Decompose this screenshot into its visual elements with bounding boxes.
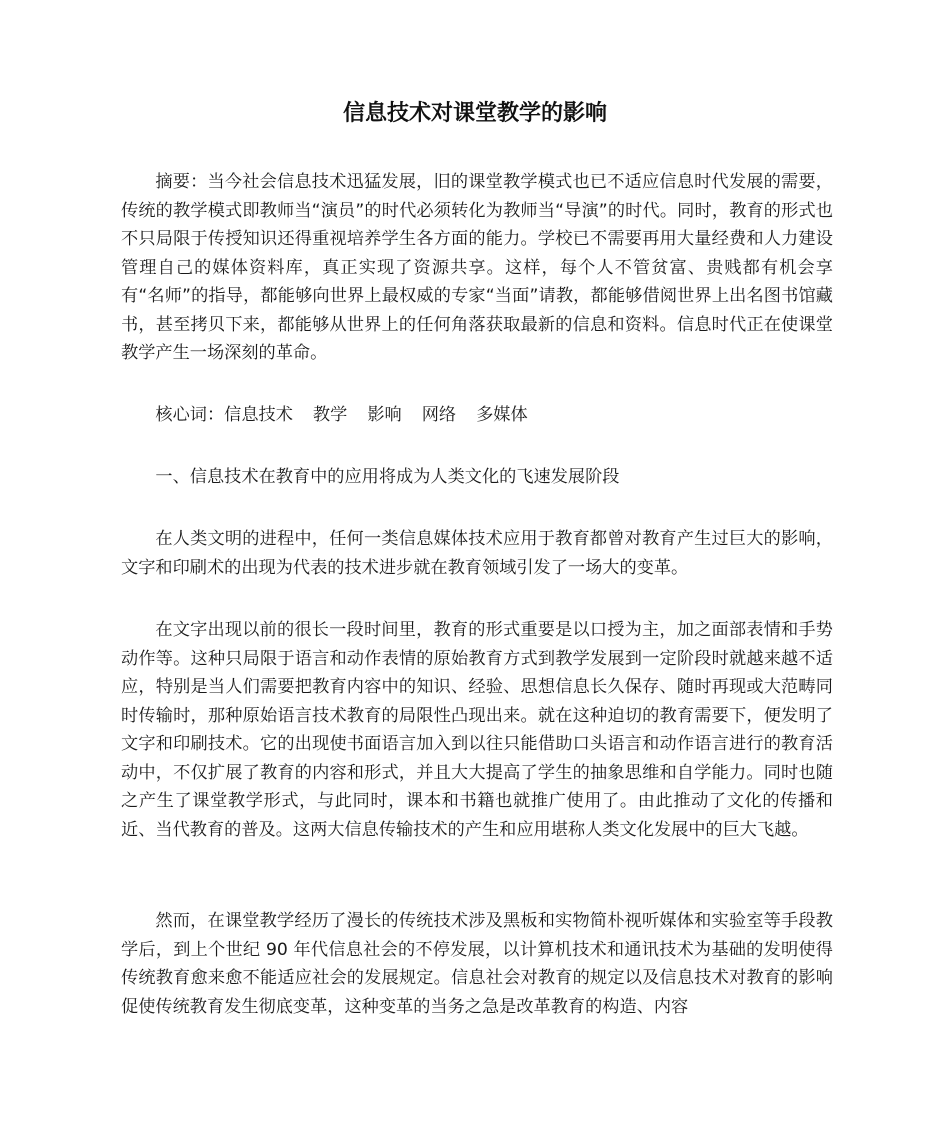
body-paragraph: 在文字出现以前的很长一段时间里，教育的形式重要是以口授为主，加之面部表情和手势动作等。这种只局限于语言和动作表情的原始教育方式到教学发展到一定阶段时就越来越不适应，特别是当人们需要把教育内容中的知识、经验、思想信息长久保存、随时再现或大范畴同时传输时，那种原始语言技术教育的局限性凸现出来。就在这种迫切的教育需要下，便发明了文字和印刷技术。它的出现使书面语言加入到以往只能借助口头语言和动作语言进行的教育活动中，不仅扩展了教育的内容和形式，并且大大提高了学生的抽象思维和自学能力。同时也随之产生了课堂教学形式，与此同时，课本和书籍也就推广使用了。由此推动了文化的传播和近、当代教育的普及。这两大信息传输技术的产生和应用堪称人类文化发展中的巨大飞越。 bbox=[121, 620, 833, 840]
keyword-item: 多媒体 bbox=[476, 405, 528, 425]
keyword-item: 影响 bbox=[367, 405, 402, 425]
keywords-line bbox=[121, 401, 833, 430]
body-paragraph: 然而，在课堂教学经历了漫长的传统技术涉及黑板和实物简朴视听媒体和实验室等手段教学后，到上个世纪 90 年代信息社会的不停发展，以计算机技术和通讯技术为基础的发明使得传统教育愈来愈不能适应社会的发展规定。信息社会对教育的规定以及信息技术对教育的影响促使传统教育发生彻底变革，这种变革的当务之急是改革教育的构造、内容 bbox=[121, 911, 833, 1017]
body-paragraph: 在人类文明的进程中，任何一类信息媒体技术应用于教育都曾对教育产生过巨大的影响，文字和印刷术的出现为代表的技术进步就在教育领域引发了一场大的变革。 bbox=[121, 529, 833, 578]
section-heading: 一、信息技术在教育中的应用将成为人类文化的飞速发展阶段 bbox=[155, 467, 620, 487]
keywords-label: 核心词： bbox=[155, 405, 225, 425]
keyword-item: 网络 bbox=[421, 405, 457, 425]
keyword-item: 信息技术 bbox=[224, 405, 293, 425]
keyword-item: 教学 bbox=[312, 405, 348, 425]
document-title: 信息技术对课堂教学的影响 bbox=[342, 101, 607, 126]
abstract-paragraph: 摘要：当今社会信息技术迅猛发展，旧的课堂教学模式也已不适应信息时代发展的需要，传统的教学模式即教师当“演员”的时代必须转化为教师当“导演”的时代。同时，教育的形式也不只局限于传授知识还得重视培养学生各方面的能力。学校已不需要再用大量经费和人力建设管理自己的媒体资料库，真正实现了资源共享。这样，每个人不管贫富、贵贱都有机会享有“名师”的指导，都能够向世界上最权威的专家“当面”请教，都能够借阅世界上出名图书馆藏书，甚至拷贝下来，都能够从世界上的任何角落获取最新的信息和资料。信息时代正在使课堂教学产生一场深刻的革命。 bbox=[121, 172, 833, 363]
